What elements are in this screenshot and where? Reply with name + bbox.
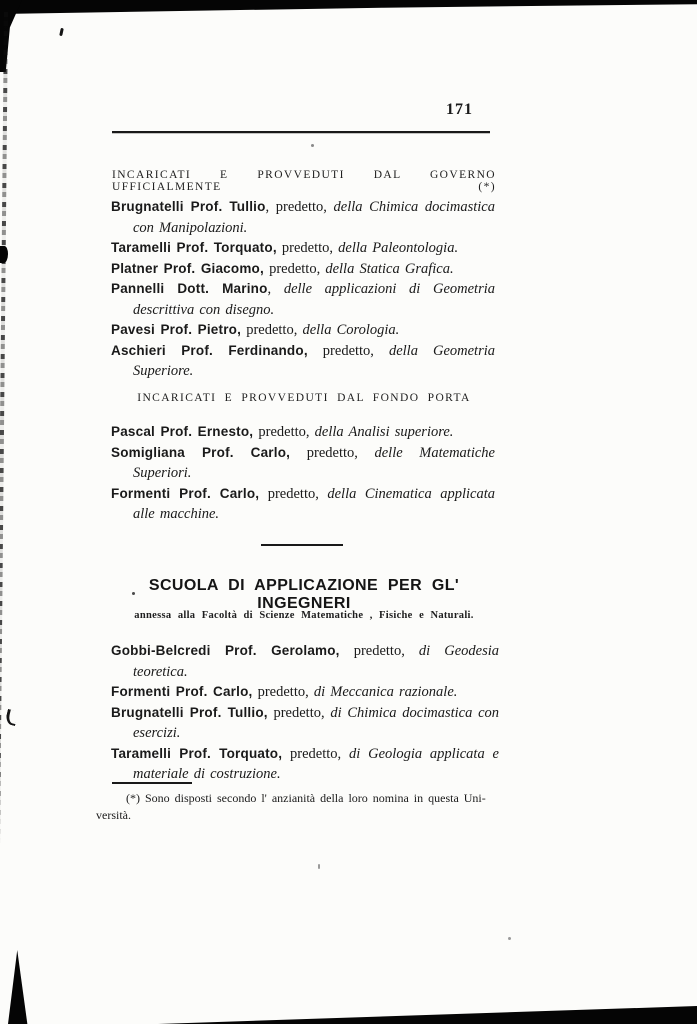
course-subject: di Geologia applicata e materiale di costruzione. xyxy=(133,745,499,782)
entry-connector: predetto, xyxy=(339,643,419,659)
footnote xyxy=(96,790,601,824)
professor-name: Taramelli Prof. Torquato, xyxy=(111,240,277,255)
course-subject: della Chimica docimastica con Manipolazioni. xyxy=(133,199,495,236)
professor-entry xyxy=(111,320,495,341)
professor-name: Platner Prof. Giacomo, xyxy=(111,260,264,276)
professor-entry xyxy=(111,682,499,703)
course-subject: della Geometria Superiore. xyxy=(133,342,495,379)
professor-entry xyxy=(111,259,495,280)
professor-list-fondo-porta xyxy=(111,422,495,525)
professor-list-scuola xyxy=(111,641,499,785)
professor-entry xyxy=(111,703,499,744)
scan-artifact-speck xyxy=(311,144,314,147)
course-subject: della Analisi superiore. xyxy=(314,424,454,440)
scan-artifact-ink-hook xyxy=(4,709,18,726)
professor-name: Formenti Prof. Carlo, xyxy=(111,684,253,699)
scan-artifact-speck xyxy=(59,28,64,36)
entry-connector: predetto, xyxy=(307,342,389,359)
entry-connector: predetto, xyxy=(263,260,326,277)
entry-connector: , predetto, xyxy=(265,199,334,215)
course-subject: delle Matematiche Superiori. xyxy=(133,444,495,481)
course-subject: della Corologia. xyxy=(302,322,400,338)
professor-entry xyxy=(111,279,495,320)
entry-connector: predetto, xyxy=(253,424,315,440)
section-heading-governo: INCARICATI E PROVVEDUTI DAL GOVERNO UFFICIALMENTE (*) xyxy=(112,169,496,193)
entry-connector: predetto, xyxy=(241,322,303,338)
entry-connector: predetto, xyxy=(276,240,339,256)
entry-connector: predetto, xyxy=(252,684,314,700)
entry-connector: predetto, xyxy=(290,444,375,461)
professor-name: Formenti Prof. Carlo, xyxy=(111,485,260,501)
professor-list-governo xyxy=(111,197,495,382)
scan-artifact-left-binding-strip xyxy=(0,12,8,977)
page-number: 171 xyxy=(446,101,473,118)
professor-entry xyxy=(111,341,495,382)
professor-entry xyxy=(111,484,495,525)
professor-name: Aschieri Prof. Ferdinando, xyxy=(111,342,308,358)
professor-name: Pavesi Prof. Pietro, xyxy=(111,322,242,337)
school-subtitle: annessa alla Facoltà di Scienze Matematiche , Fisiche e Naturali. xyxy=(134,610,474,621)
professor-entry xyxy=(111,238,495,259)
scan-artifact-bottom-left-wedge xyxy=(8,950,30,1024)
entry-connector: predetto, xyxy=(267,704,331,721)
footnote-line-1: (*) Sono disposti secondo l' anzianità della loro nomina in questa Uni- xyxy=(126,791,486,805)
course-subject: di Meccanica razionale. xyxy=(313,684,458,700)
scan-artifact-left-blob xyxy=(0,246,8,263)
footnote-line-2: versità. xyxy=(96,808,131,822)
professor-name: Brugnatelli Prof. Tullio xyxy=(111,199,266,214)
entry-connector: predetto, xyxy=(282,745,350,762)
course-subject: della Paleontologia. xyxy=(338,240,459,256)
professor-name: Pascal Prof. Ernesto, xyxy=(111,424,254,439)
professor-name: Brugnatelli Prof. Tullio, xyxy=(111,704,268,720)
course-subject: di Chimica docimastica con esercizi. xyxy=(133,704,500,741)
professor-name: Somigliana Prof. Carlo, xyxy=(111,444,291,460)
scan-artifact-bottom-edge xyxy=(158,1006,697,1024)
professor-entry xyxy=(111,744,499,785)
professor-entry xyxy=(111,443,495,484)
section-heading-fondo-porta: INCARICATI E PROVVEDUTI DAL FONDO PORTA xyxy=(137,392,471,404)
course-subject: della Statica Grafica. xyxy=(325,260,454,277)
school-title: SCUOLA DI APPLICAZIONE PER GL' INGEGNERI xyxy=(148,577,460,612)
course-subject: delle applicazioni di Geometria descrittiva con disegno. xyxy=(133,281,496,318)
footnote-rule xyxy=(112,782,192,784)
course-subject: della Cinematica applicata alle macchine. xyxy=(133,485,495,522)
professor-entry xyxy=(111,422,495,443)
professor-entry xyxy=(111,641,499,682)
entry-connector: predetto, xyxy=(259,485,328,502)
professor-name: Pannelli Dott. Marino xyxy=(111,281,268,296)
header-rule xyxy=(112,131,490,133)
professor-name: Gobbi-Belcredi Prof. Gerolamo, xyxy=(111,643,340,658)
scan-artifact-top-edge xyxy=(0,0,697,14)
scan-artifact-speck xyxy=(508,937,511,940)
professor-name: Taramelli Prof. Torquato, xyxy=(111,745,283,761)
professor-entry xyxy=(111,197,495,238)
scan-artifact-speck xyxy=(318,864,320,869)
course-subject: di Geodesia teoretica. xyxy=(133,643,499,680)
entry-connector: , xyxy=(267,281,284,297)
section-divider-rule xyxy=(261,544,343,546)
